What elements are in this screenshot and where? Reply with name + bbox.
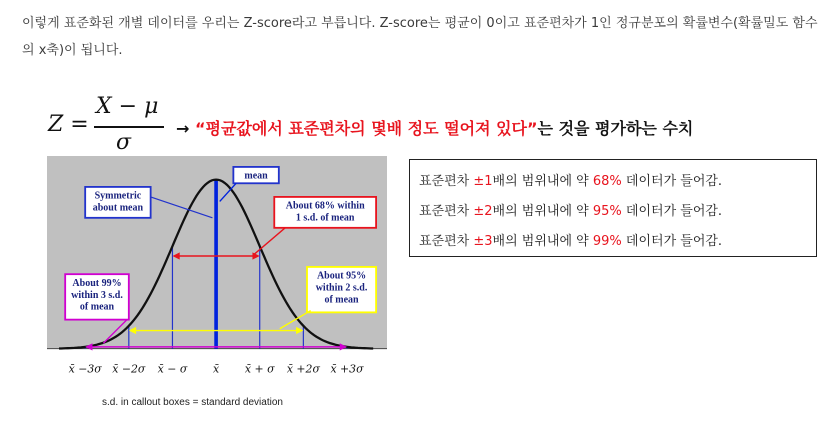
callout-68	[274, 197, 376, 228]
x-tick-label: x̄ +3σ	[330, 362, 364, 376]
callout-symmetric-text: Symmetric	[94, 190, 142, 202]
headline	[176, 116, 693, 139]
arrow-icon: →	[176, 119, 190, 138]
formula-lhs: Z =	[48, 112, 89, 137]
rule-3sd	[419, 230, 722, 249]
callout-99-text: of mean	[79, 301, 115, 313]
callout-99-text: About 99%	[72, 278, 122, 289]
x-tick-label: x̄	[213, 362, 220, 376]
callout-symmetric	[85, 187, 150, 218]
rule-prefix: 표준편차	[419, 234, 474, 249]
rule-multiplier: ±3	[473, 234, 493, 249]
rule-suffix: 데이터가 들어감.	[621, 234, 723, 249]
formula-denominator: σ	[116, 130, 132, 155]
rule-middle: 배의 범위내에 약	[492, 204, 593, 219]
rule-2sd	[419, 200, 722, 219]
formula-numerator: X − μ	[96, 94, 159, 119]
rule-percent: 95%	[592, 204, 622, 219]
callout-95-text: About 95%	[316, 270, 367, 282]
rule-prefix: 표준편차	[419, 174, 474, 189]
rule-suffix: 데이터가 들어감.	[621, 174, 723, 189]
callout-68-text: 1 s.d. of mean	[295, 212, 355, 224]
callout-99-text: within 3 s.d.	[71, 289, 123, 301]
rule-suffix: 데이터가 들어감.	[621, 204, 723, 219]
intro-paragraph: 이렇게 표준화된 개별 데이터를 우리는 Z-score라고 부릅니다. Z-score는 평균이 0이고 표준편차가 1인 정규분포의 확률변수(확률밀도 함수의 x축)이 됩니다.	[22, 16, 818, 58]
headline-quote: “평균값에서 표준편차의 몇배 정도 떨어져 있다”	[194, 119, 538, 138]
x-tick-label: x̄ − σ	[157, 362, 188, 376]
headline-suffix: 는 것을 평가하는 수치	[537, 119, 694, 138]
x-tick-label: x̄ +2σ	[286, 362, 320, 376]
callout-68-text: About 68% within	[285, 200, 365, 212]
rule-multiplier: ±1	[473, 174, 493, 189]
callout-mean	[233, 167, 278, 183]
callout-symmetric-text: about mean	[92, 202, 144, 214]
rules-box	[409, 159, 817, 257]
x-tick-label: x̄ −2σ	[112, 362, 146, 376]
rule-multiplier: ±2	[473, 204, 493, 219]
callout-mean-text: mean	[244, 170, 268, 182]
callout-95	[307, 267, 376, 312]
rule-1sd	[419, 170, 722, 189]
callout-95-text: of mean	[324, 294, 359, 306]
chart-caption: s.d. in callout boxes = standard deviation	[102, 397, 283, 408]
fraction-bar	[94, 126, 164, 128]
rule-percent: 68%	[592, 174, 622, 189]
rule-percent: 99%	[592, 234, 622, 249]
rule-middle: 배의 범위내에 약	[492, 234, 593, 249]
x-tick-label: x̄ −3σ	[68, 362, 102, 376]
x-tick-label: x̄ + σ	[244, 362, 275, 376]
callout-95-text: within 2 s.d.	[315, 282, 368, 294]
callout-99	[65, 274, 129, 319]
rule-middle: 배의 범위내에 약	[492, 174, 593, 189]
rule-prefix: 표준편차	[419, 204, 474, 219]
normal-distribution-chart	[30, 156, 404, 376]
